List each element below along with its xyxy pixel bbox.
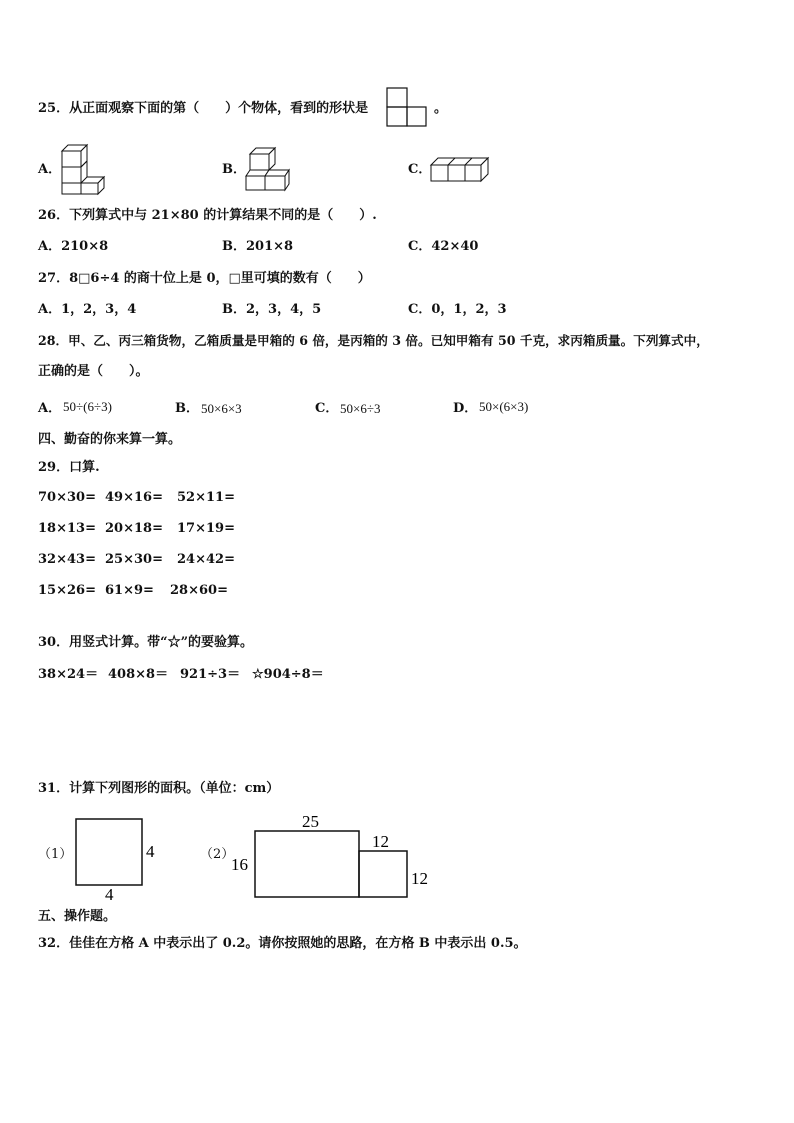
- q29-item: 61×9=: [105, 583, 154, 598]
- q28-option-d-label[interactable]: D．: [453, 401, 478, 416]
- q31-figure2-label: （2）: [200, 847, 235, 862]
- q29-item: 25×30=: [105, 552, 163, 567]
- q31-figure2-big-left: 16: [231, 855, 248, 874]
- section-5-heading: 五、操作题。: [38, 909, 117, 924]
- q28-option-b-expr: 50×6×3: [201, 401, 242, 416]
- q31-figure2-big-top: 25: [302, 812, 319, 831]
- q27-text: 27．8□6÷4 的商十位上是 0，□里可填的数有（ ）: [38, 271, 371, 286]
- q31-figure1-label: （1）: [38, 847, 73, 862]
- q27-option-c[interactable]: C．0，1，2，3: [408, 302, 507, 317]
- q29-item: 52×11=: [177, 490, 235, 505]
- q31-figure1-square: [70, 812, 170, 904]
- q27-option-b[interactable]: B．2，3，4，5: [222, 302, 322, 317]
- q31-title: 31．计算下列图形的面积。（单位：cm）: [38, 781, 280, 796]
- q31-figure2-shape: [228, 810, 438, 902]
- q25-option-a[interactable]: A．: [38, 162, 62, 177]
- q28-option-a-expr: 50÷(6÷3): [63, 399, 112, 414]
- q30-title: 30．用竖式计算。带“☆”的要验算。: [38, 635, 254, 650]
- q25-cube-figure-a: [61, 143, 101, 195]
- q28-line2: 正确的是（ ）。: [38, 364, 149, 379]
- q25-target-shape: [386, 87, 428, 127]
- q30-item: 408×8＝: [108, 667, 169, 682]
- q25-option-b[interactable]: B．: [222, 162, 246, 177]
- q29-item: 18×13=: [38, 521, 96, 536]
- q29-item: 24×42=: [177, 552, 235, 567]
- q25-option-c[interactable]: C．: [408, 162, 432, 177]
- q29-item: 17×19=: [177, 521, 235, 536]
- q31-figure1-side-bottom: 4: [105, 885, 114, 904]
- q32-text: 32．佳佳在方格 A 中表示出了 0.2。请你按照她的思路，在方格 B 中表示出 0.5。: [38, 936, 527, 951]
- q28-line1: 28．甲、乙、丙三箱货物，乙箱质量是甲箱的 6 倍，是丙箱的 3 倍。已知甲箱有 50 千克，求丙箱质量。下列算式中，: [38, 333, 709, 348]
- q29-item: 32×43=: [38, 552, 96, 567]
- q31-figure2-small-top: 12: [372, 832, 389, 851]
- q26-text: 26．下列算式中与 21×80 的计算结果不同的是（ ）.: [38, 208, 377, 223]
- q29-item: 20×18=: [105, 521, 163, 536]
- section-4-heading: 四、勤奋的你来算一算。: [38, 432, 182, 447]
- q28-option-b-label[interactable]: B．: [175, 401, 199, 416]
- q28-option-d-expr: 50×(6×3): [479, 399, 529, 414]
- q29-item: 28×60=: [170, 583, 228, 598]
- q30-item: ☆904÷8＝: [252, 667, 324, 682]
- q27-option-a[interactable]: A．1，2，3，4: [38, 302, 137, 317]
- q31-figure2-small-right: 12: [411, 869, 428, 888]
- q26-option-a[interactable]: A．210×8: [38, 239, 109, 254]
- q28-option-c-expr: 50×6÷3: [340, 401, 381, 416]
- q29-item: 70×30=: [38, 490, 96, 505]
- q25-cube-figure-c: [430, 156, 490, 184]
- q29-title: 29．口算.: [38, 460, 100, 475]
- q30-item: 38×24＝: [38, 667, 99, 682]
- q25-end: 。: [434, 101, 448, 116]
- q25-text: 25．从正面观察下面的第（ ）个物体，看到的形状是: [38, 101, 369, 116]
- q25-cube-figure-b: [245, 147, 295, 191]
- q26-option-c[interactable]: C．42×40: [408, 239, 479, 254]
- q28-option-c-label[interactable]: C．: [315, 401, 339, 416]
- q29-item: 15×26=: [38, 583, 96, 598]
- q28-option-a-label[interactable]: A．: [38, 401, 62, 416]
- q29-item: 49×16=: [105, 490, 163, 505]
- q30-item: 921÷3＝: [180, 667, 241, 682]
- q31-figure1-side-right: 4: [146, 842, 155, 861]
- q26-option-b[interactable]: B．201×8: [222, 239, 294, 254]
